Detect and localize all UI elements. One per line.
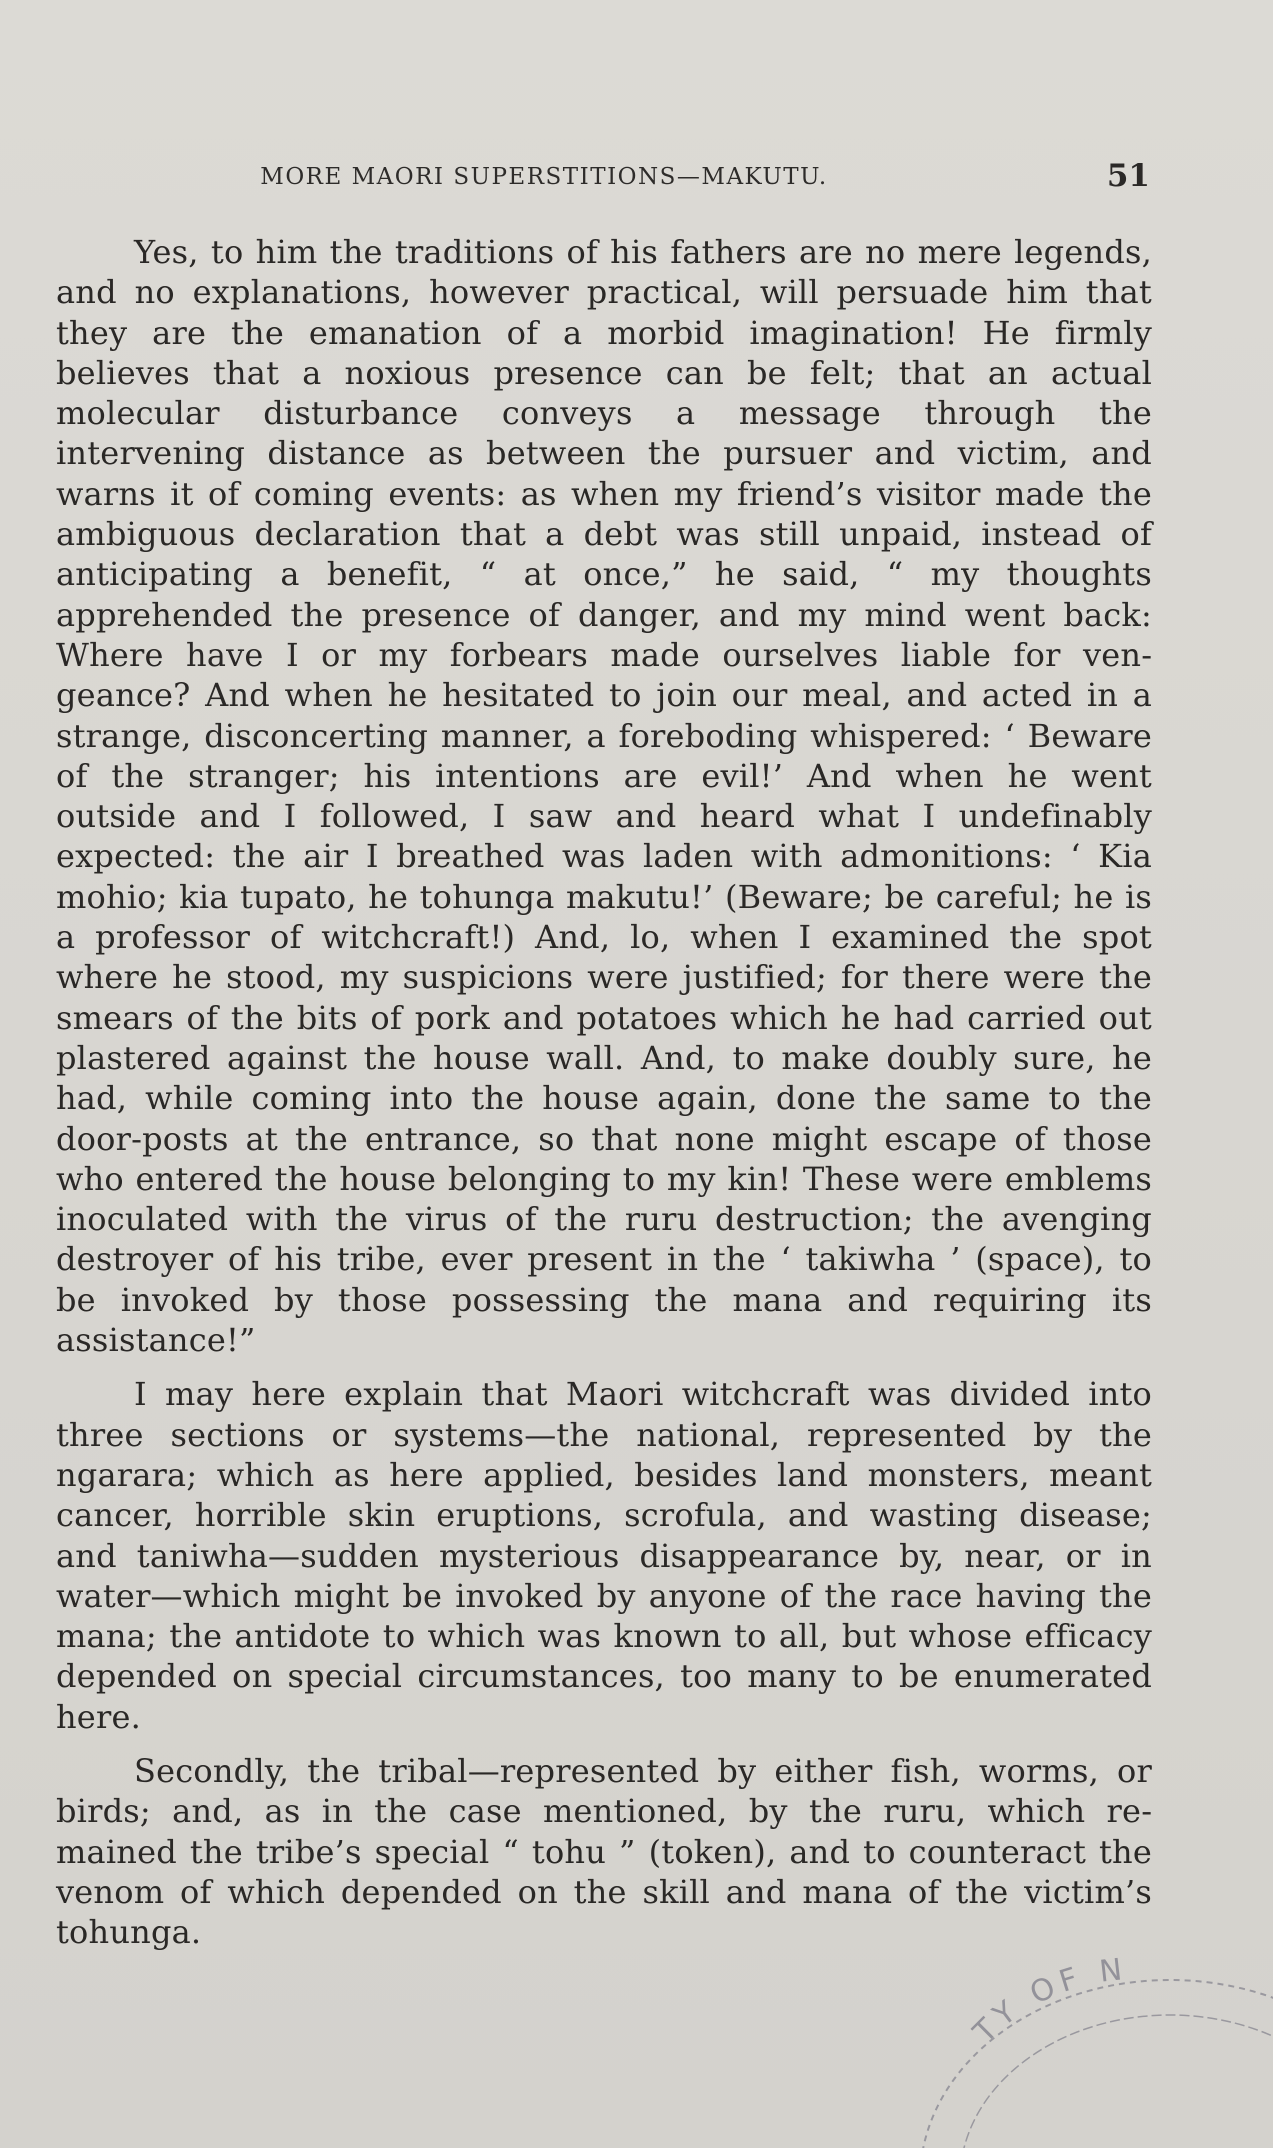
library-stamp xyxy=(910,1950,1273,2148)
running-head: MORE MAORI SUPERSTITIONS—MAKUTU. xyxy=(260,164,828,190)
paragraph-3: Secondly, the tribal—represented by either fish, worms, or birds; and, as in the case mentioned, by the ruru, which remained the tribe’s special “ tohu ” (token), and to counteract the venom of which depended on the skill and mana of the victim’s tohunga. xyxy=(56,1751,1152,1952)
body-text xyxy=(56,232,1152,1966)
stamp-ring-inner xyxy=(960,2015,1273,2148)
page-header xyxy=(58,158,1150,202)
page-number: 51 xyxy=(1106,158,1150,194)
paragraph-2: I may here explain that Maori witchcraft was divided into three sections or systems—the national, represented by the ngarara; which as here applied, besides land monsters, meant cancer, horrible skin eruptions, scrofula, and wasting disease; and taniwha—sudden mysterious disappearance by, near, or in water—which might be invoked by anyone of the race having the mana; the antidote to which was known to all, but whose efficacy depended on special circumstances, too many to be enumerated here. xyxy=(56,1375,1152,1736)
paragraph-1: Yes, to him the traditions of his fathers are no mere legends, and no explanations, however practical, will persuade him that they are the emanation of a morbid imagination! He firmly believes that a noxious presence can be felt; that an actual molecular disturbance conveys a message through the intervening distance as between the pursuer and victim, and warns it of coming events: as when my friend’s visitor made the ambiguous declaration that a debt was still unpaid, instead of anticipating a benefit, “ at once,” he said, “ my thoughts apprehended the presence of danger, and my mind went back: Where have I or my forbears made ourselves liable for vengeance? And when he hesitated to join our meal, and acted in a strange, disconcerting manner, a foreboding whispered: ‘ Beware of the stranger; his intentions are evil!’ And when he went outside and I followed, I saw and heard what I undefinably expected: the air I breathed was laden with admonitions: ‘ Kia mohio; kia tupato, he tohunga makutu!’ (Beware; be careful; he is a professor of witchcraft!) And, lo, when I examined the spot where he stood, my suspicions were justified; for there were the smears of the bits of pork and potatoes which he had carried out plastered against the house wall. And, to make doubly sure, he had, while coming into the house again, done the same to the door-posts at the entrance, so that none might escape of those who entered the house belonging to my kin! These were emblems inoculated with the virus of the ruru destruction; the avenging destroyer of his tribe, ever present in the ‘ takiwha ’ (space), to be invoked by those possessing the mana and requiring its assistance!” xyxy=(56,233,1152,1360)
stamp-text: TY OF N xyxy=(966,1951,1130,2050)
